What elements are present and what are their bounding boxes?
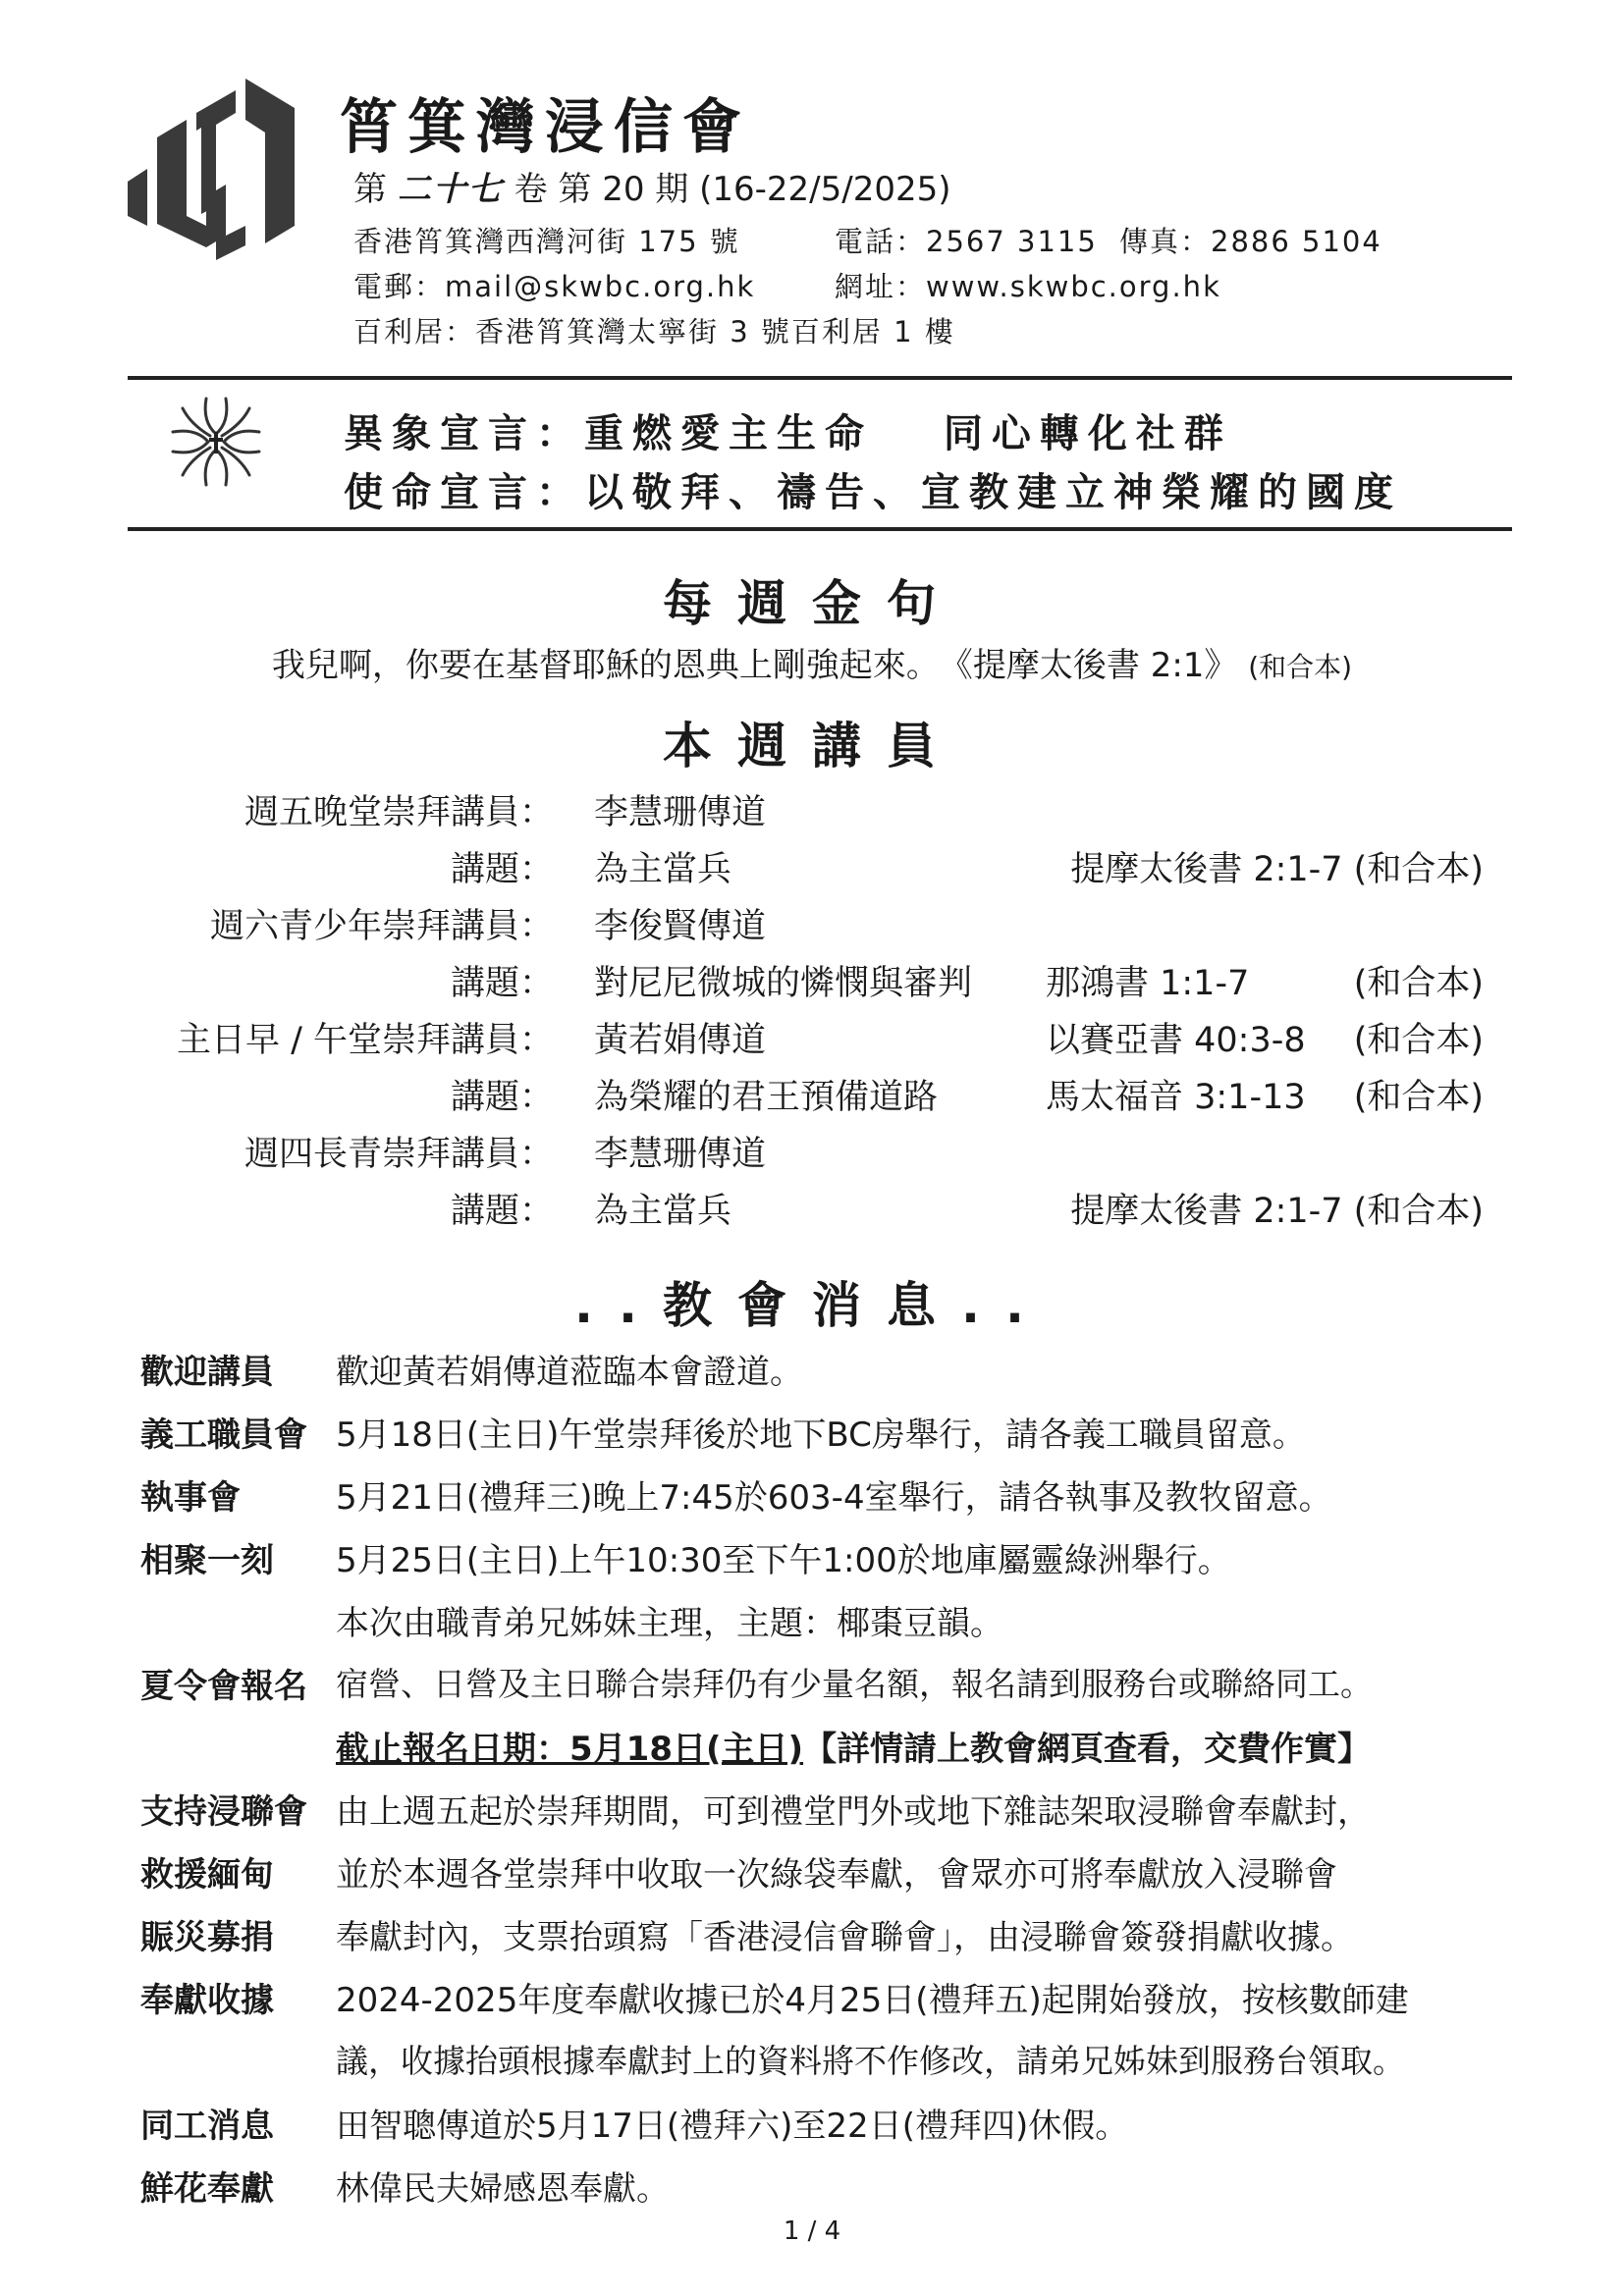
speaker-row-label: 週六青少年崇拜講員：: [209, 907, 554, 946]
speaker-row-ref: 那鴻書 1:1-7: [1046, 964, 1250, 1003]
church-news-title: ..教會消息..: [574, 1277, 1050, 1334]
news-item-key: 義工職員會: [140, 1415, 307, 1455]
news-item-text: 2024-2025年度奉獻收據已於4月25日(禮拜五)起開始發放，按核數師建: [336, 1981, 1409, 2020]
divider: [128, 376, 1512, 380]
news-item-key: 執事會: [140, 1478, 241, 1518]
church-address: 香港筲箕灣西灣河街 175 號: [353, 225, 740, 258]
news-item-text: 本次由職青弟兄姊妹主理，主題：椰棗豆韻。: [336, 1604, 1003, 1643]
speaker-row-label: 講題：: [450, 1078, 554, 1117]
news-item-text: 5月21日(禮拜三)晚上7:45於603-4室舉行，請各執事及教牧留意。: [336, 1478, 1332, 1518]
weekly-verse: [0, 638, 1624, 686]
news-item-key: 鮮花奉獻: [140, 2169, 274, 2209]
speaker-row-label: 主日早 / 午堂崇拜講員：: [176, 1021, 554, 1060]
news-item-key: 同工消息: [140, 2107, 274, 2146]
news-item-text: 由上週五起於崇拜期間，可到禮堂門外或地下雜誌架取浸聯會奉獻封，: [336, 1792, 1371, 1832]
speaker-row-version: (和合本): [1353, 964, 1484, 1003]
speaker-row-version: (和合本): [1353, 1078, 1484, 1117]
news-item-text: 歡迎黃若娟傳道蒞臨本會證道。: [336, 1353, 803, 1392]
branch-address: 百利居：香港筲箕灣太寧街 3 號百利居 1 樓: [353, 315, 955, 348]
speaker-row-value: 為主當兵: [594, 1192, 732, 1231]
verse-text: 我兒啊，你要在基督耶穌的恩典上剛強起來。 《提摩太後書 2:1》: [271, 646, 1238, 685]
speaker-row-value: 李俊賢傳道: [594, 907, 767, 946]
news-item-text: 田智聰傳道於5月17日(禮拜六)至22日(禮拜四)休假。: [336, 2107, 1129, 2146]
speaker-row-value: 為榮耀的君王預備道路: [594, 1078, 939, 1117]
speaker-row-label: 講題：: [450, 1192, 554, 1231]
news-item-text: 5月25日(主日)上午10:30至下午1:00於地庫屬靈綠洲舉行。: [336, 1541, 1231, 1580]
speaker-row-version: (和合本): [1353, 1021, 1484, 1060]
speaker-row-label: 週四長青崇拜講員：: [244, 1135, 554, 1174]
speaker-row-label: 週五晚堂崇拜講員：: [244, 793, 554, 832]
speaker-row-ref: 馬太福音 3:1-13: [1046, 1078, 1306, 1117]
speaker-row-version: 提摩太後書 2:1-7 (和合本): [1070, 850, 1484, 889]
news-item-key: 奉獻收據: [140, 1981, 274, 2020]
vision-statement: 異象宣言：重燃愛主生命 同心轉化社群: [344, 411, 1232, 456]
speaker-row-version: 提摩太後書 2:1-7 (和合本): [1070, 1192, 1484, 1231]
news-item-key: 支持浸聯會: [140, 1792, 307, 1832]
verse-version: (和合本): [1248, 651, 1353, 683]
church-fax: 傳真：2886 5104: [1119, 225, 1382, 258]
speaker-row-label: 講題：: [450, 850, 554, 889]
speaker-row-value: 為主當兵: [594, 850, 732, 889]
registration-deadline: [336, 1722, 1371, 1770]
divider: [128, 527, 1512, 531]
speaker-row-value: 李慧珊傳道: [594, 793, 767, 832]
church-name: 筲箕灣浸信會: [339, 93, 751, 162]
news-item-text: 林偉民夫婦感恩奉獻。: [336, 2169, 670, 2209]
news-item-text: 5月18日(主日)午堂崇拜後於地下BC房舉行，請各義工職員留意。: [336, 1415, 1306, 1455]
news-item-text: 議，收據抬頭根據奉獻封上的資料將不作修改，請弟兄姊妹到服務台領取。: [336, 2042, 1405, 2080]
issue-line: [353, 162, 951, 210]
issue-prefix: 第: [353, 170, 387, 209]
news-item-key: 歡迎講員: [140, 1353, 274, 1392]
church-emblem-icon: [167, 393, 265, 491]
church-email: 電郵：mail@skwbc.org.hk: [353, 270, 756, 303]
speaker-row-value: 對尼尼微城的憐憫與審判: [594, 964, 973, 1003]
church-website: 網址：www.skwbc.org.hk: [835, 270, 1221, 303]
church-phone: 電話：2567 3115: [835, 225, 1098, 258]
news-item-key: 相聚一刻: [140, 1541, 274, 1580]
news-item-key: 夏令會報名: [140, 1667, 307, 1706]
speaker-row-value: 李慧珊傳道: [594, 1135, 767, 1174]
speakers-title: 本週講員: [663, 718, 961, 774]
volume-number: 二十七: [397, 170, 504, 209]
news-item-text: 宿營、日營及主日聯合崇拜仍有少量名額，報名請到服務台或聯絡同工。: [336, 1665, 1373, 1703]
speaker-row-ref: 以賽亞書 40:3-8: [1046, 1021, 1306, 1060]
mission-statement: 使命宣言：以敬拜、禱告、宣教建立神榮耀的國度: [344, 470, 1402, 515]
news-item-key: 救援緬甸: [140, 1855, 274, 1895]
speaker-row-label: 講題：: [450, 964, 554, 1003]
weekly-verse-title: 每週金句: [663, 575, 961, 632]
news-item-text: 奉獻封內，支票抬頭寫「香港浸信會聯會」，由浸聯會簽發捐獻收據。: [336, 1918, 1354, 1957]
news-item-key: 賑災募捐: [140, 1918, 274, 1957]
church-logo-icon: [128, 79, 295, 260]
speaker-row-value: 黃若娟傳道: [594, 1021, 767, 1060]
news-item-text: 並於本週各堂崇拜中收取一次綠袋奉獻，會眾亦可將奉獻放入浸聯會: [336, 1855, 1337, 1895]
deadline-note: 【詳情請上教會網頁查看，交費作實】: [803, 1730, 1372, 1769]
page-number: 1 / 4: [783, 2216, 841, 2246]
deadline-date: 截止報名日期：5月18日(主日): [336, 1730, 804, 1769]
issue-info: 卷 第 20 期 (16-22/5/2025): [514, 170, 951, 209]
